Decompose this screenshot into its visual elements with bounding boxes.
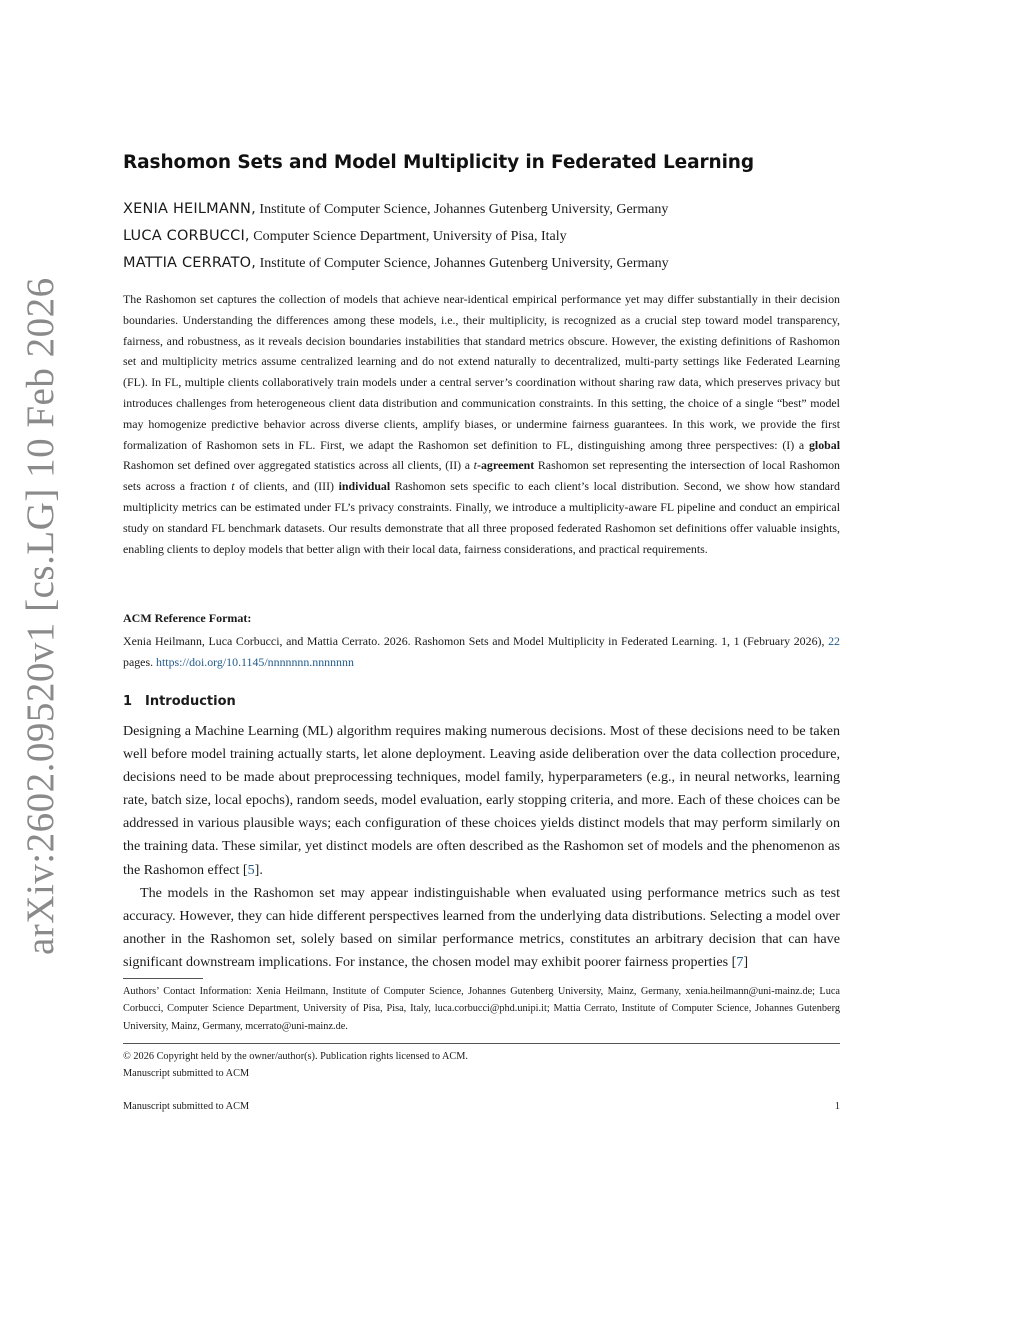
author-affiliation: Institute of Computer Science, Johannes Gutenberg University, Germany <box>259 202 669 217</box>
acm-reference <box>123 631 840 673</box>
author-name: XENIA HEILMANN, <box>123 201 256 217</box>
acm-reference-label: ACM Reference Format: <box>123 611 252 625</box>
acm-reference-text: Xenia Heilmann, Luca Corbucci, and Mattia Cerrato. 2026. Rashomon Sets and Model Multiplicity in Federated Learning. 1, 1 (February 2026), <box>123 634 825 648</box>
doi-link[interactable]: https://doi.org/10.1145/nnnnnnn.nnnnnnn <box>156 654 354 669</box>
author-contact-footnote: Authors’ Contact Information: Xenia Heilmann, Institute of Computer Science, Johannes Gutenberg University, Mainz, Germany, xenia.heilmann@uni-mainz.de; Luca Corbucci, Computer Science Department, University of Pisa, Pisa, Italy, luca.corbucci@phd.unipi.it; Mattia Cerrato, Institute of Computer Science, Johannes Gutenberg University, Mainz, Germany, mcerrato@uni-mainz.de. <box>123 986 840 1032</box>
section-number: 1 <box>123 694 133 709</box>
footnote-rule <box>123 978 203 979</box>
citation-link[interactable]: 7 <box>736 953 744 970</box>
intro-paragraph-1 <box>123 720 840 882</box>
abstract-text: The Rashomon set captures the collection of models that achieve near-identical empirical performance yet may differ substantially in their decision boundaries. Understanding the differences among these models, i.e., their multiplicity, is recognized as a crucial step toward model transparency, fairness, and robustness, as it reveals decision boundaries instabilities that standard metrics obscure. However, the existing definitions of Rashomon set and multiplicity metrics assume centralized learning and do not extend naturally to decentralized, multi-party settings like Federated Learning (FL). In FL, multiple clients collaboratively train models under a central server’s coordination without sharing raw data, which preserves privacy but introduces challenges from heterogeneous client data distribution and communication constraints. In this setting, the choice of a single “best” model may homogenize predictive behavior across diverse clients, amplify biases, or undermine fairness guarantees. In this work, we provide the first formalization of Rashomon sets in FL. First, we adapt the Rashomon set definition to FL, distinguishing among three perspectives: (I) a <box>123 292 840 452</box>
abstract-text: Rashomon sets specific to each client’s local distribution. Second, we show how standard multiplicity metrics can be estimated under FL’s privacy constraints. Finally, we introduce a multiplicity-aware FL pipeline and conduct an empirical study on standard FL benchmark datasets. Our results demonstrate that all three proposed federated Rashomon set definitions offer valuable insights, enabling clients to deploy models that better align with their local data, fairness considerations, and practical requirements. <box>123 479 840 556</box>
copyright-block <box>123 1048 840 1083</box>
abstract-math-t: t <box>473 458 477 473</box>
abstract-bold-agreement: -agreement <box>476 458 535 473</box>
paragraph-text: The models in the Rashomon set may appear indistinguishable when evaluated using performance metrics such as test accuracy. However, they can hide different perspectives learned from the underlying data distributions. Selecting a model over another in the Rashomon set, solely based on similar performance metrics, constitutes an arbitrary decision that can have significant downstream implications. For instance, the chosen model may exhibit poorer fairness properties [ <box>123 884 840 970</box>
intro-body <box>123 720 840 974</box>
author-line-1 <box>123 200 668 219</box>
abstract-math-t: t <box>231 479 235 494</box>
abstract-text: Rashomon set representing the intersection of local Rashomon sets across a fraction <box>123 458 841 494</box>
author-affiliation: Institute of Computer Science, Johannes Gutenberg University, Germany <box>259 256 669 271</box>
abstract-text: Rashomon set defined over aggregated statistics across all clients, (II) a <box>123 458 471 473</box>
author-affiliation: Computer Science Department, University of Pisa, Italy <box>253 229 567 244</box>
author-name: MATTIA CERRATO, <box>123 255 257 271</box>
citation-link[interactable]: 5 <box>247 861 255 878</box>
acm-reference-text: pages. <box>123 654 154 669</box>
arxiv-side-stamp: arXiv:2602.09520v1 [cs.LG] 10 Feb 2026 <box>19 277 62 955</box>
abstract-bold-individual: individual <box>338 479 391 494</box>
paper-title: Rashomon Sets and Model Multiplicity in Federated Learning <box>123 152 755 173</box>
page-number: 1 <box>834 1101 840 1112</box>
paragraph-text: ] <box>743 953 749 970</box>
copyright-line: © 2026 Copyright held by the owner/author(s). Publication rights licensed to ACM. <box>123 1051 469 1062</box>
abstract <box>123 289 840 559</box>
section-title: Introduction <box>145 694 236 709</box>
section-heading <box>123 694 840 709</box>
footer-manuscript-note: Manuscript submitted to ACM <box>123 1101 250 1112</box>
author-line-3 <box>123 254 669 273</box>
manuscript-note: Manuscript submitted to ACM <box>123 1068 250 1080</box>
page-count-link[interactable]: 22 <box>828 634 840 648</box>
paragraph-text: ]. <box>254 861 263 878</box>
paragraph-text: Designing a Machine Learning (ML) algorithm requires making numerous decisions. Most of these decisions need to be taken well before model training actually starts, let alone deployment. Leaving aside deliberation over the data collection procedure, decisions need to be made about preprocessing techniques, model family, hyperparameters (e.g., in neural networks, learning rate, batch size, local epochs), random seeds, model evaluation, early stopping criteria, and more. Each of these choices can be addressed in various plausible ways; each configuration of these choices yields distinct models that may perform similarly on the training data. These similar, yet distinct models are often described as the Rashomon set of models and the phenomenon as the Rashomon effect [ <box>123 723 840 878</box>
copyright-rule <box>123 1043 840 1044</box>
abstract-text: of clients, and (III) <box>239 479 334 494</box>
abstract-bold-global: global <box>808 437 841 452</box>
author-name: LUCA CORBUCCI, <box>123 228 250 244</box>
author-line-2 <box>123 227 567 246</box>
intro-paragraph-2 <box>123 882 840 974</box>
